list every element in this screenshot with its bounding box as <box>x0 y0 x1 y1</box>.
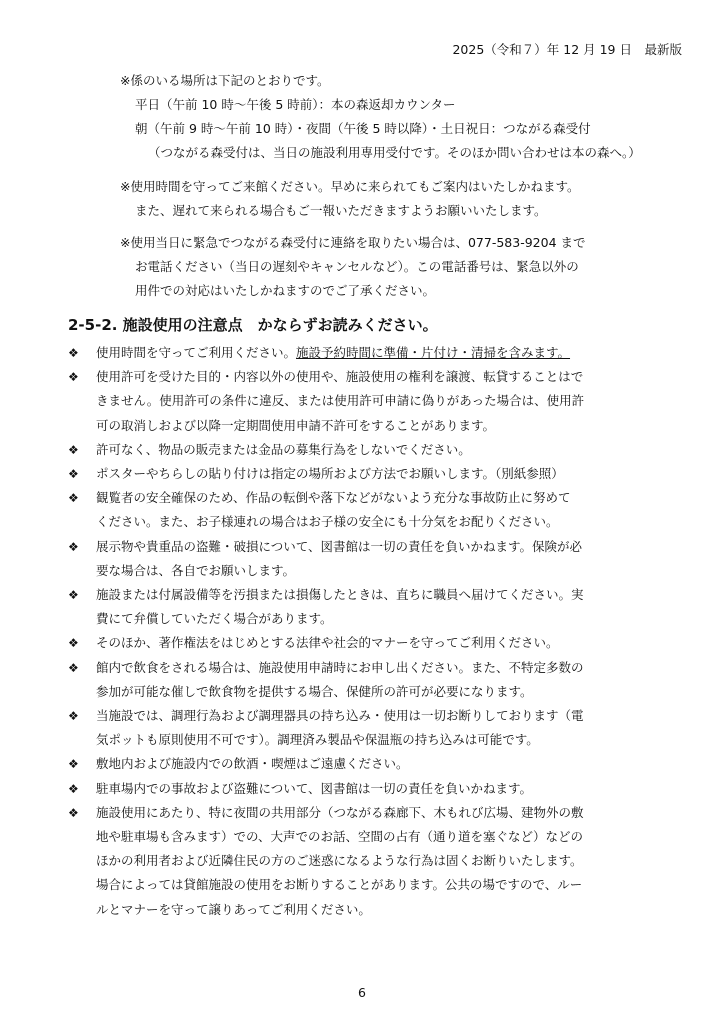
bullet-text: 場合によっては貸館施設の使用をお断りすることがあります。公共の場ですので、ルー <box>96 877 583 893</box>
list-item <box>68 486 668 534</box>
list-item <box>68 462 668 486</box>
bullet-text: ください。また、お子様連れの場合はお子様の安全にも十分気をお配りください。 <box>96 514 559 530</box>
bullet-text: ポスターやちらしの貼り付けは指定の場所および方法でお願いします。（別紙参照） <box>96 466 564 482</box>
bullet-text: そのほか、著作権法をはじめとする法律や社会的マナーを守ってご利用ください。 <box>96 635 559 651</box>
bullet-text: 気ポットも原則使用不可です）。調理済み製品や保温瓶の持ち込みは可能です。 <box>96 732 539 748</box>
underlined-text: 施設予約時間に準備・片付け・清掃を含みます。 <box>296 345 571 360</box>
precautions-list <box>68 341 668 922</box>
diamond-bullet-icon: ❖ <box>68 709 79 724</box>
section-heading: 2-5-2. 施設使用の注意点 かならずお読みください。 <box>68 316 438 334</box>
list-item <box>68 801 668 922</box>
list-item <box>68 656 668 704</box>
note-line: 朝（午前 9 時～午前 10 時）・夜間（午後 5 時以降）・土日祝日：つながる森受付 <box>135 121 591 136</box>
note-line: 用件での対応はいたしかねますのでご了承ください。 <box>135 283 436 298</box>
note-line: ※使用時間を守ってご来館ください。早めに来られてもご案内はいたしかねます。 <box>120 179 580 194</box>
diamond-bullet-icon: ❖ <box>68 467 79 482</box>
diamond-bullet-icon: ❖ <box>68 491 79 506</box>
diamond-bullet-icon: ❖ <box>68 757 79 772</box>
document-date-version: 2025（令和７）年 12 月 19 日 最新版 <box>452 42 682 57</box>
list-item <box>68 704 668 752</box>
note-line: ※係のいる場所は下記のとおりです。 <box>120 73 330 88</box>
bullet-text: 可の取消しおよび以降一定期間使用申請不許可をすることがあります。 <box>96 417 496 433</box>
bullet-text: 地や駐車場も含みます）での、大声でのお話、空間の占有（通り道を塞ぐなど）などの <box>96 829 584 845</box>
page-number: 6 <box>358 985 366 1000</box>
diamond-bullet-icon: ❖ <box>68 442 79 457</box>
time-rules-note <box>120 175 680 223</box>
note-line: お電話ください（当日の遅刻やキャンセルなど）。この電話番号は、緊急以外の <box>135 259 579 274</box>
list-item <box>68 365 668 438</box>
staff-location-note <box>120 69 680 165</box>
note-line: （つながる森受付は、当日の施設利用専用受付です。そのほか問い合わせは本の森へ。） <box>148 145 641 160</box>
diamond-bullet-icon: ❖ <box>68 805 79 820</box>
diamond-bullet-icon: ❖ <box>68 636 79 651</box>
list-item <box>68 535 668 583</box>
bullet-text: 展示物や貴重品の盗難・破損について、図書館は一切の責任を負いかねます。保険が必 <box>96 538 583 554</box>
list-item <box>68 777 668 801</box>
bullet-text: 施設使用にあたり、特に夜間の共用部分（つながる森廊下、木もれび広場、建物外の敷 <box>96 804 584 820</box>
bullet-text: 観覧者の安全確保のため、作品の転倒や落下などがないよう充分な事故防止に努めて <box>96 490 571 506</box>
note-line: ※使用当日に緊急でつながる森受付に連絡を取りたい場合は、077-583-9204 まで <box>120 235 586 250</box>
bullet-text: 参加が可能な催しで飲食物を提供する場合、保健所の許可が必要になります。 <box>96 683 533 699</box>
diamond-bullet-icon: ❖ <box>68 660 79 675</box>
note-line: 平日（午前 10 時～午後 5 時前）：本の森返却カウンター <box>135 97 456 112</box>
bullet-text: きません。使用許可の条件に違反、または使用許可申請に偽りがあった場合は、使用許 <box>96 393 585 409</box>
diamond-bullet-icon: ❖ <box>68 346 79 360</box>
diamond-bullet-icon: ❖ <box>68 370 79 385</box>
list-item <box>68 631 668 655</box>
emergency-contact-note <box>120 231 680 303</box>
bullet-text: 施設または付属設備等を汚損または損傷したときは、直ちに職員へ届けてください。実 <box>96 587 584 603</box>
bullet-text: ルとマナーを守って譲りあってご利用ください。 <box>96 901 371 917</box>
bullet-text: 使用時間を守ってご利用ください。 <box>96 345 297 360</box>
bullet-text: 敷地内および施設内での飲酒・喫煙はご遠慮ください。 <box>96 756 409 772</box>
list-item <box>68 752 668 776</box>
list-item <box>68 583 668 631</box>
bullet-text: 館内で飲食をされる場合は、施設使用申請時にお申し出ください。また、不特定多数の <box>96 659 584 675</box>
list-item <box>68 438 668 462</box>
bullet-text: 要な場合は、各自でお願いします。 <box>96 562 296 578</box>
diamond-bullet-icon: ❖ <box>68 781 79 796</box>
bullet-text: 使用許可を受けた目的・内容以外の使用や、施設使用の権利を譲渡、転貸することはで <box>96 369 584 385</box>
diamond-bullet-icon: ❖ <box>68 588 79 603</box>
list-item <box>68 341 668 365</box>
bullet-text: 当施設では、調理行為および調理器具の持ち込み・使用は一切お断りしております（電 <box>96 708 584 724</box>
bullet-text: 駐車場内での事故および盗難について、図書館は一切の責任を負いかねます。 <box>96 780 533 796</box>
bullet-text: 費にて弁償していただく場合があります。 <box>96 611 333 627</box>
bullet-text: ほかの利用者および近隣住民の方のご迷惑になるような行為は固くお断りいたします。 <box>96 853 583 869</box>
bullet-text: 許可なく、物品の販売または金品の募集行為をしないでください。 <box>96 441 471 457</box>
diamond-bullet-icon: ❖ <box>68 539 79 554</box>
note-line: また、遅れて来られる場合もご一報いただきますようお願いいたします。 <box>135 203 547 218</box>
